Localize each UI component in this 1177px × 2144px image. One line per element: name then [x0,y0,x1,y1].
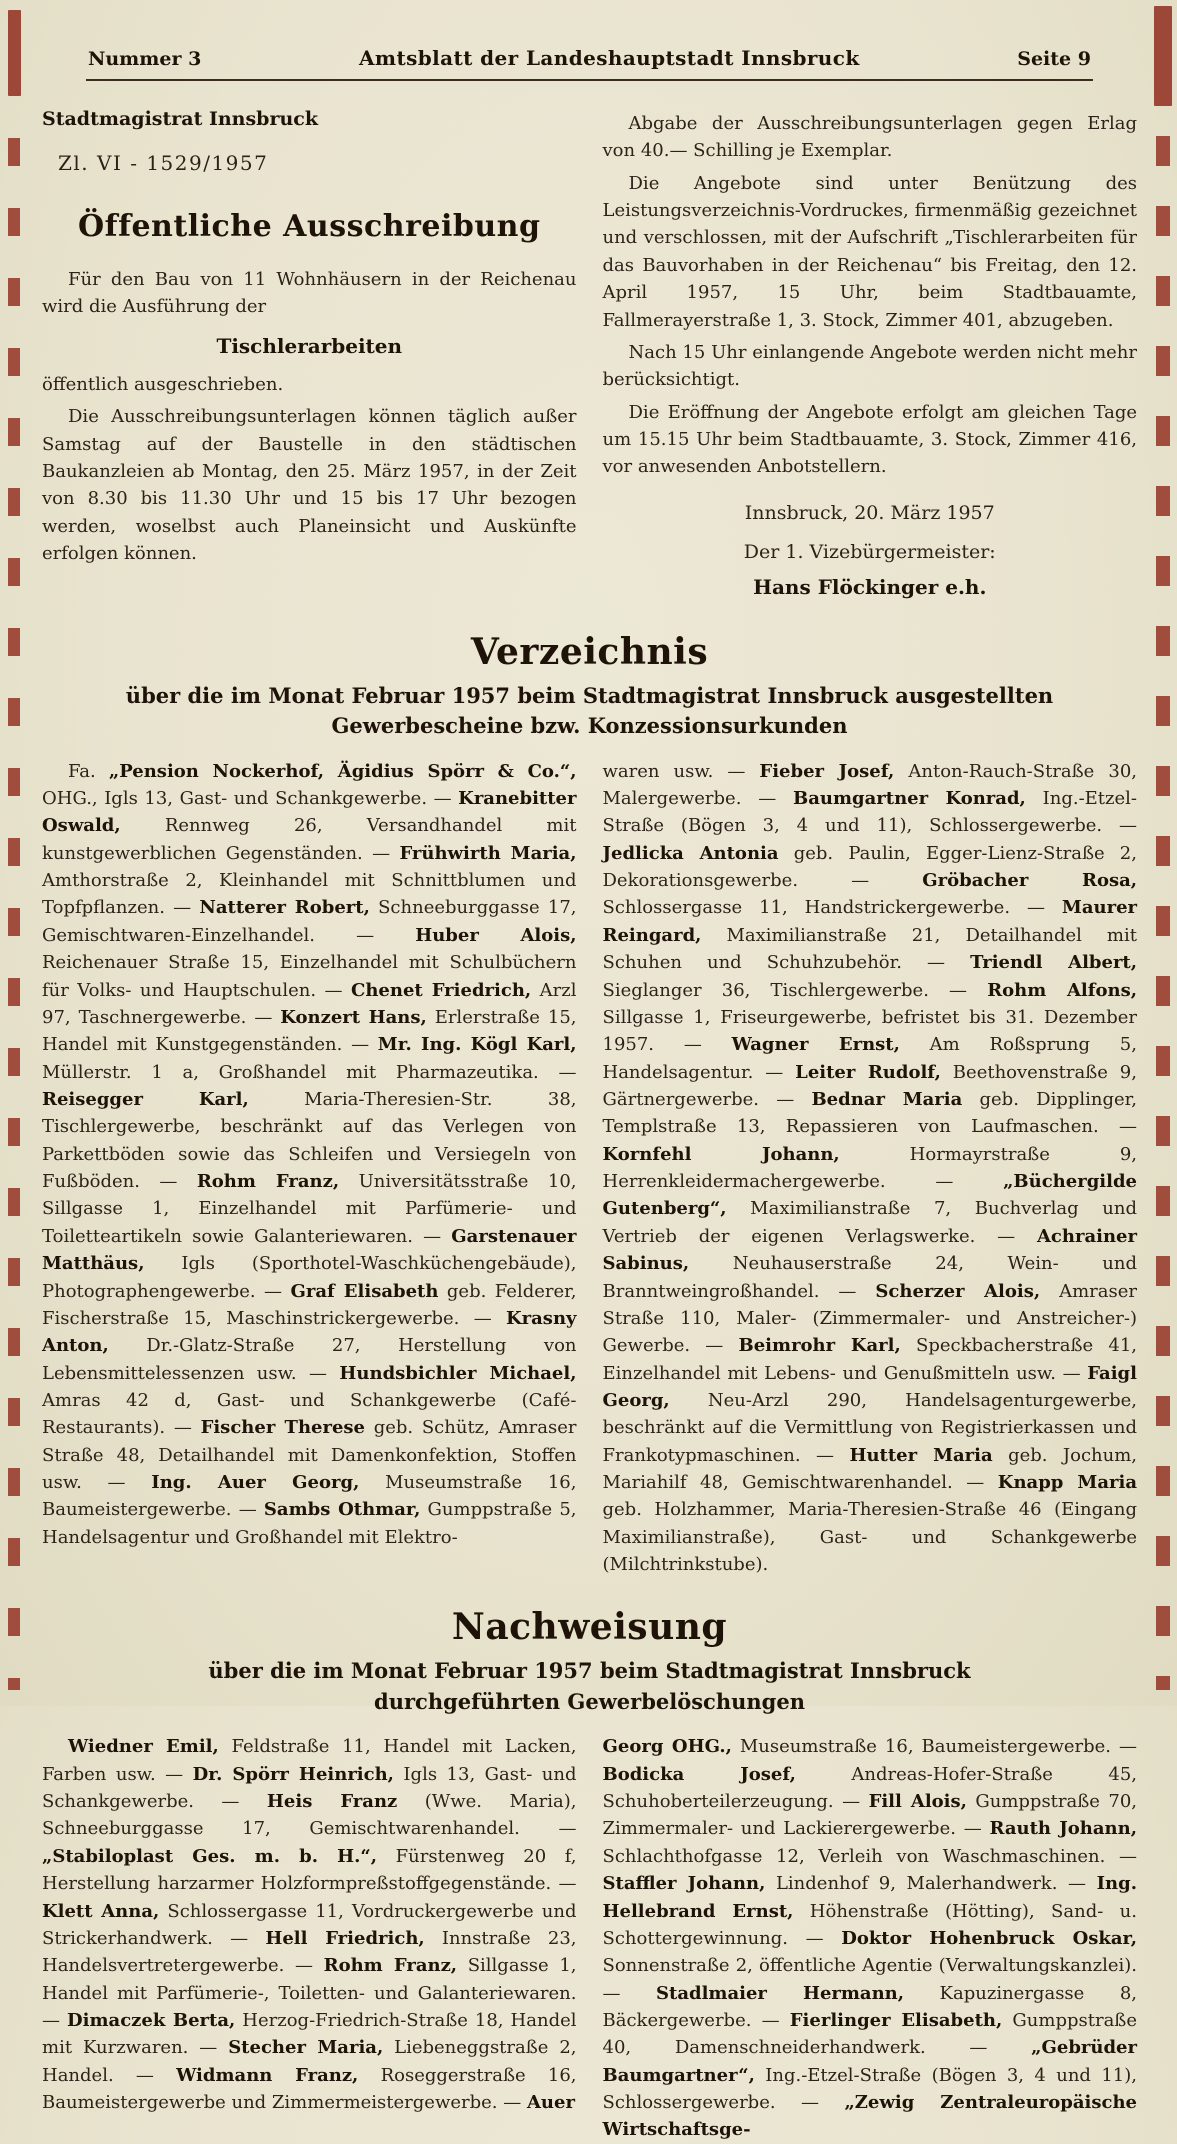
entry-name: Mr. Ing. Kögl Karl, [377,1034,577,1056]
entry-name: Fieber Josef, [759,760,895,782]
nachweisung-listing [42,1733,1137,2143]
verzeichnis-title: Verzeichnis [470,630,709,673]
tender-fee-paragraph: Abgabe der Ausschreibungsunterlagen gegen Erlag von 40.— Schilling je Exemplar. [602,113,1137,162]
entry-text: Igls 13, Gast- und Schankgewerbe. — [42,1763,577,1813]
tender-opening-paragraph: Die Eröffnung der Angebote erfolgt am gleichen Tage um 15.15 Uhr beim Stadtbauamte, 3. Stock, Zimmer 416, vor anwesenden Anbotstellern. [602,401,1137,478]
entry-text: geb. Felderer, Fischerstraße 15, Maschinstrickergewerbe. — [42,1280,577,1329]
entry-text: Lindenhof 9, Malerhandwerk. — [765,1873,1097,1895]
entry-name: Hutter Maria [849,1444,993,1466]
nachweisung-right-column [603,1733,1138,2143]
entry-text: Amras 42 d, Gast- und Schankgewerbe (Café-Restaurants). — [42,1389,577,1439]
entry-name: Chenet Friedrich, [351,979,532,1001]
entry-text: Rennweg 26, Versandhandel mit kunstgewerblichen Gegenständen. — [42,815,577,864]
nachweisung-title: Nachweisung [451,1606,728,1649]
verzeichnis-heading [42,631,1137,742]
entry-name: Leiter Rudolf, [795,1061,941,1083]
entry-name: Krasny Anton, [42,1307,577,1357]
entry-name: Auer [526,2092,575,2114]
entry-name: Knapp Maria [997,1472,1137,1494]
entry-name: Hundsbichler Michael, [339,1362,577,1384]
entry-text: Maximilianstraße 21, Detailhandel mit Schuhen und Schuhzubehör. — [602,924,1137,974]
entry-name: Kornfehl Johann, [602,1143,840,1165]
entry-name: Kranebitter Oswald, [42,788,577,837]
nachweisung-subtitle-line2: durchgeführten Gewerbelöschungen [374,1688,805,1714]
entry-text: Fürstenweg 20 f, Herstellung harzarmer Holzformpreßstoffgegenstände. — [42,1845,577,1895]
entry-text: Reichenauer Straße 15, Einzelhandel mit Schulbüchern für Volks- und Hauptschulen. — [42,952,577,1001]
entry-name: Achrainer Sabinus, [602,1225,1137,1275]
entry-text: Sillgasse 1, Handel mit Parfümerie-, Toiletten- und Galanteriewaren. — [42,1955,577,2031]
entry-name: Staffler Johann, [602,1873,766,1895]
entry-text: Kapuzinergasse 8, Bäckergewerbe. — [602,1982,1137,2031]
entry-name: Ing. Hellebrand Ernst, [602,1873,1137,1922]
entry-name: Konzert Hans, [280,1006,427,1028]
entry-text: Amraser Straße 110, Maler- (Zimmermaler- und Anstreicher-) Gewerbe. — [602,1280,1137,1357]
entry-text: Fa. [68,760,109,782]
entry-text: geb. Holzhammer, Maria-Theresien-Straße 46 (Eingang Maximilianstraße), Gast- und Schankgewerbe (Milchtrinkstube). [602,1499,1137,1576]
entry-name: Graf Elisabeth [290,1280,439,1302]
entry-name: Heis Franz [266,1791,398,1813]
entry-name: Georg OHG., [602,1736,732,1758]
entry-name: Stadlmaier Hermann, [656,1982,905,2004]
gazette-title: Amtsblatt der Landeshauptstadt Innsbruck [358,46,860,70]
nachweisung-heading [42,1606,1137,1717]
entry-name: Widmann Franz, [176,2064,359,2086]
entry-text: Igls (Sporthotel-Waschküchengebäude), Photographengewerbe. — [42,1253,577,1302]
entry-name: Frühwirth Maria, [399,842,577,864]
entry-name: Rohm Franz, [196,1171,340,1193]
entry-text: Müllerstr. 1 a, Großhandel mit Pharmazeutika. — [42,1061,577,1083]
entry-text: Schlossergasse 11, Handstrickergewerbe. — [602,897,1062,919]
entry-name: Stecher Maria, [228,2037,384,2059]
entry-name: Dimaczek Berta, [67,2009,236,2031]
entry-text: geb. Dipplinger, Templstraße 13, Repassieren von Laufmaschen. — [602,1089,1138,1138]
entry-text: Ing.-Etzel-Straße (Bögen 3, 4 und 11), Schlossergewerbe. — [602,2064,1137,2114]
entry-text: geb. Schütz, Amraser Straße 48, Detailhandel mit Damenkonfektion, Stoffen usw. — [42,1417,577,1494]
entry-name: Beimrohr Karl, [738,1335,901,1357]
entry-text: Maria-Theresien-Str. 38, Tischlergewerbe, beschränkt auf das Verlegen von Parkettböden sowie das Schleifen und Versiegeln von Fußböden. — [42,1089,577,1193]
tender-offers-paragraph: Die Angebote sind unter Benützung des Leistungsverzeichnis-Vordruckes, firmenmäßig gezeichnet und verschlossen, mit der Aufschrift „Tischlerarbeiten für das Bauvorhaben in der Reichenau“ bis Freitag, den 12. April 1957, 15 Uhr, beim Stadtbauamte, Fallmerayerstraße 1, 3. Stock, Zimmer 401, abzugeben. [602,172,1137,331]
entry-name: Hell Friedrich, [265,1927,425,1949]
entry-text: Schneeburggasse 17, Gemischtwaren-Einzelhandel. — [42,897,577,946]
tender-late-paragraph: Nach 15 Uhr einlangende Angebote werden nicht mehr berücksichtigt. [602,341,1137,391]
entry-name: „Pension Nockerhof, Ägidius Spörr & Co.“, [108,760,577,782]
entry-text: Dr.-Glatz-Straße 27, Herstellung von Lebensmittelessenzen usw. — [42,1335,577,1384]
entry-name: Ing. Auer Georg, [151,1472,360,1494]
tender-announcement-section [42,105,1137,603]
entry-name: Rohm Alfons, [987,979,1137,1001]
entry-text: geb. Jochum, Mariahilf 48, Gemischtwarenhandel. — [602,1444,1138,1494]
entry-text: Ing.-Etzel-Straße (Bögen 3, 4 und 11), Schlossergewerbe. — [602,788,1137,837]
verzeichnis-subtitle-line2: Gewerbescheine bzw. Konzessionsurkunden [331,713,848,739]
entry-text: Arzl 97, Taschnergewerbe. — [42,979,577,1028]
entry-name: Scherzer Alois, [875,1280,1041,1302]
tender-intro: Für den Bau von 11 Wohnhäusern in der Reichenau wird die Ausführung der [42,268,577,318]
entry-text: Herzog-Friedrich-Straße 18, Handel mit Kurzwaren. — [42,2009,577,2059]
scan-mark-top-right [1154,6,1172,106]
entry-text: waren usw. — [602,760,760,782]
entry-text: Innstraße 23, Handelsvertretergewerbe. — [42,1927,577,1977]
entry-name: Natterer Robert, [199,897,370,919]
masthead [86,46,1093,81]
tender-right-column [603,105,1138,603]
entry-name: „Gebrüder Baumgartner“, [602,2037,1137,2086]
authority-line: Stadtmagistrat Innsbruck [42,108,319,130]
entry-text: Universitätsstraße 10, Sillgasse 1, Einzelhandel mit Parfümerie- und Toiletteartikeln sowie Galanteriewaren. — [42,1171,577,1247]
entry-name: „Zewig Zentraleuropäische Wirtschaftsge- [602,2092,1138,2141]
nachweisung-left-column [42,1733,577,2143]
scan-marks-right-edge [1156,96,1170,1690]
entry-name: Dr. Spörr Heinrich, [192,1763,394,1785]
entry-text: Museumstraße 16, Baumeistergewerbe. — [731,1736,1138,1758]
entry-text: Schlachthofgasse 12, Verleih von Waschmaschinen. — [602,1845,1137,1867]
entry-text: Roseggerstraße 16, Baumeistergewerbe und Zimmermeistergewerbe. — [42,2064,577,2114]
entry-text: Speckbacherstraße 41, Einzelhandel mit Lebens- und Genußmitteln usw. — [602,1335,1137,1384]
entry-name: Faigl Georg, [602,1362,1137,1411]
entry-text: Amthorstraße 2, Kleinhandel mit Schnittblumen und Topfpflanzen. — [42,870,577,919]
entry-name: Maurer Reingard, [602,897,1137,946]
entry-name: Rohm Franz, [323,1955,458,1977]
issue-number: Nummer 3 [88,48,202,70]
entry-text: Gumppstraße 70, Zimmermaler- und Lackierergewerbe. — [602,1791,1138,1840]
signature-name: Hans Flöckinger e.h. [753,575,987,600]
entry-text: Gumppstraße 5, Handelsagentur und Großhandel mit Elektro- [42,1499,577,1548]
entry-text: Beethovenstraße 9, Gärtnergewerbe. — [602,1061,1137,1110]
verzeichnis-right-column [603,758,1138,1579]
scan-marks-left-edge [8,96,20,1690]
entry-name: Triendl Albert, [970,952,1138,974]
page-number: Seite 9 [1017,48,1091,70]
entry-text: Sillgasse 1, Friseurgewerbe, befristet bis 31. Dezember 1957. — [602,1006,1137,1056]
entry-text: Neuhauserstraße 24, Wein- und Branntweingroßhandel. — [602,1253,1137,1302]
entry-name: Baumgartner Konrad, [793,788,1026,810]
nachweisung-subtitle [42,1656,1137,1717]
entry-name: Doktor Hohenbruck Oskar, [841,1927,1137,1949]
entry-text: geb. Paulin, Egger-Lienz-Straße 2, Dekorationsgewerbe. — [602,842,1137,892]
entry-name: Klett Anna, [42,1900,160,1922]
entry-name: Fierlinger Elisabeth, [789,2009,1003,2031]
nachweisung-section [42,1606,1137,2143]
entry-text: Liebeneggstraße 2, Handel. — [42,2037,577,2086]
tender-subject: Tischlerarbeiten [216,333,403,358]
entry-text: Neu-Arzl 290, Handelsagenturgewerbe, beschränkt auf die Vermittlung von Registrierkassen und Frankotypmaschinen. — [602,1389,1137,1466]
entry-name: Garstenauer Matthäus, [42,1225,577,1275]
entry-name: „Büchergilde Gutenberg“, [602,1171,1137,1220]
entry-name: Wiedner Emil, [68,1736,219,1758]
entry-text: Feldstraße 11, Handel mit Lacken, Farben usw. — [42,1736,577,1785]
tender-intro-end: öffentlich ausgeschrieben. [42,373,284,395]
entry-text: Sonnenstraße 2, öffentliche Agentie (Verwaltungskanzlei). — [602,1955,1137,2004]
entry-name: Sambs Othmar, [263,1499,421,1521]
signature-role: Der 1. Vizebürgermeister: [743,540,996,563]
entry-text: Schlossergasse 11, Vordruckergewerbe und Strickerhandwerk. — [42,1900,577,1949]
entry-text: Hormayrstraße 9, Herrenkleidermachergewerbe. — [602,1143,1137,1193]
entry-text: OHG., Igls 13, Gast- und Schankgewerbe. — [42,788,459,810]
entry-name: Bodicka Josef, [602,1763,796,1785]
scan-mark-top-left [8,10,21,96]
entry-name: Bednar Maria [811,1089,963,1110]
entry-name: Gröbacher Rosa, [922,870,1138,892]
verzeichnis-listing [42,758,1137,1579]
file-reference: Zl. VI - 1529/1957 [58,150,269,175]
nachweisung-subtitle-line1: über die im Monat Februar 1957 beim Stadtmagistrat Innsbruck [208,1658,971,1684]
entry-name: Fischer Therese [200,1417,366,1439]
entry-text: Maximilianstraße 7, Buchverlag und Vertrieb der eigenen Verlagswerke. — [602,1198,1137,1247]
entry-text: Museumstraße 16, Baumeistergewerbe. — [42,1472,577,1521]
entry-text: Erlerstraße 15, Handel mit Kunstgegenständen. — [42,1006,577,1056]
entry-name: Huber Alois, [415,924,577,946]
tender-documents-paragraph: Die Ausschreibungsunterlagen können täglich außer Samstag auf der Baustelle in den städtischen Baukanzleien ab Montag, den 25. März 1957, in der Zeit von 8.30 bis 11.30 Uhr und 15 bis 17 Uhr bezogen werden, woselbst auch Planeinsicht und Auskünfte erfolgen können. [42,406,577,565]
verzeichnis-section [42,631,1137,1579]
entry-name: Rauth Johann, [989,1818,1137,1840]
dateline: Innsbruck, 20. März 1957 [744,501,995,524]
entry-name: „Stabiloplast Ges. m. b. H.“, [42,1845,378,1867]
entry-text: Sieglanger 36, Tischlergewerbe. — [602,979,988,1001]
entry-text: Anton-Rauch-Straße 30, Malergewerbe. — [602,760,1137,810]
entry-name: Reisegger Karl, [42,1089,249,1110]
verzeichnis-subtitle-line1: über die im Monat Februar 1957 beim Stadtmagistrat Innsbruck ausgestellten [125,682,1054,708]
entry-name: Jedlicka Antonia [602,842,779,864]
tender-left-column [42,105,577,603]
entry-name: Wagner Ernst, [731,1034,900,1056]
tender-title: Öffentliche Ausschreibung [78,209,541,245]
entry-text: Andreas-Hofer-Straße 45, Schuhoberteilerzeugung. — [602,1763,1137,1813]
entry-text: Am Roßsprung 5, Handelsagentur. — [602,1034,1137,1083]
verzeichnis-subtitle [42,681,1137,742]
entry-name: Fill Alois, [868,1791,967,1813]
entry-text: Gumppstraße 40, Damenschneiderhandwerk. — [602,2009,1137,2059]
entry-text: Höhenstraße (Hötting), Sand- u. Schottergewinnung. — [602,1900,1137,1949]
entry-text: (Wwe. Maria), Schneeburggasse 17, Gemischtwarenhandel. — [42,1791,577,1840]
verzeichnis-left-column [42,758,577,1579]
